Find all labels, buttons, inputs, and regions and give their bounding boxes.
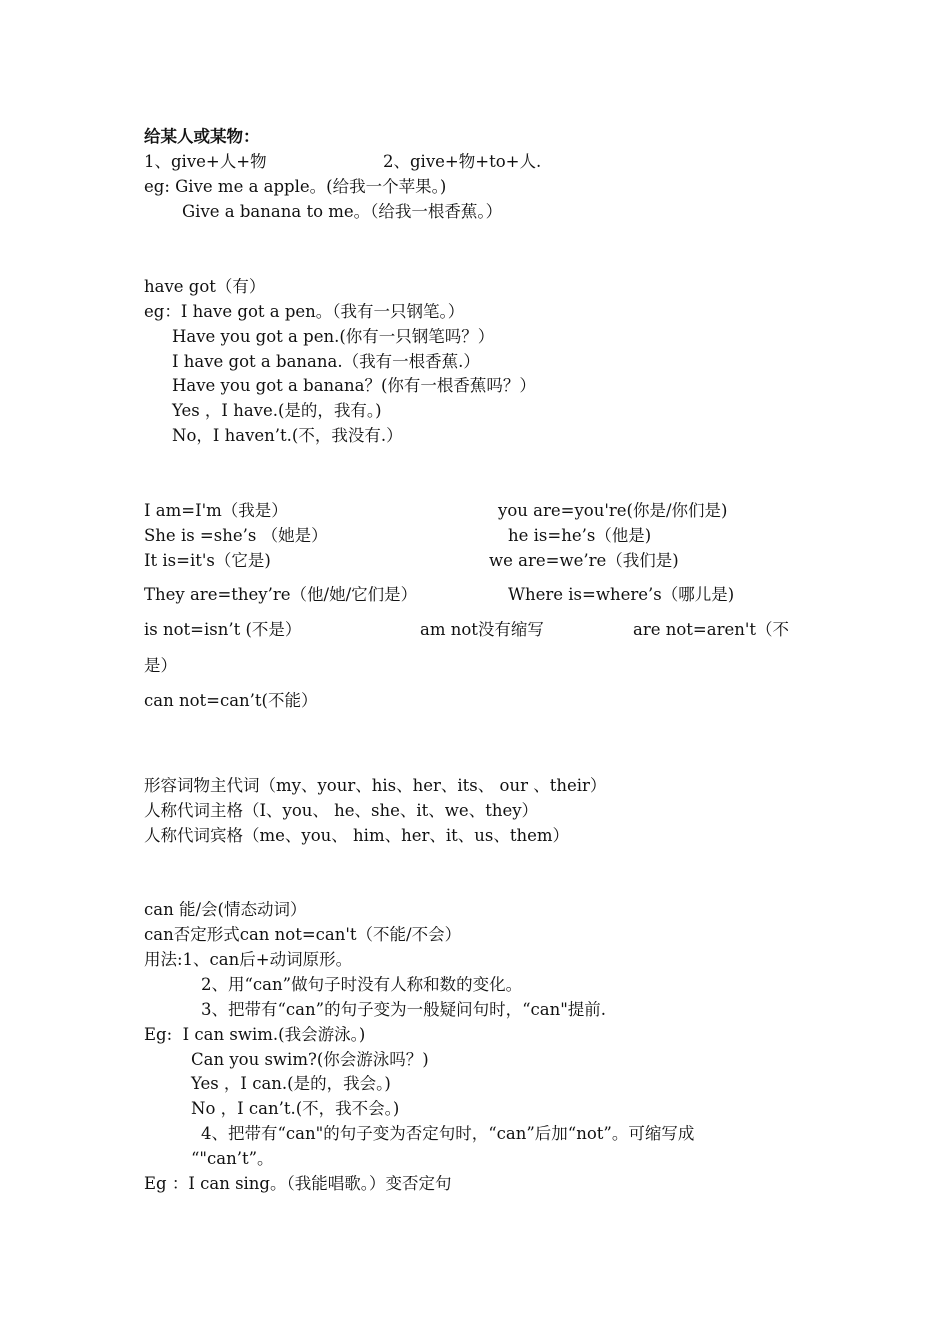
contraction-it-is: It is=it's（它是) xyxy=(144,551,271,570)
can-example-2: Can you swim?(你会游泳吗？) xyxy=(191,1050,429,1069)
have-got-example-3: I have got a banana.（我有一根香蕉.） xyxy=(172,352,480,371)
contraction-they-are: They are=they’re（他/她/它们是） xyxy=(144,585,418,604)
can-usage-2: 2、用“can”做句子时没有人称和数的变化。 xyxy=(201,975,523,994)
give-rule-1: 1、give+人+物 xyxy=(144,152,267,171)
can-negative-form: can否定形式can not=can't（不能/不会） xyxy=(144,925,462,944)
contraction-she-is: She is =she’s （她是） xyxy=(144,526,328,545)
heading-give: 给某人或某物： xyxy=(144,127,260,146)
heading-have-got: have got（有） xyxy=(144,277,266,296)
give-example-1: eg: Give me a apple。(给我一个苹果。) xyxy=(144,177,447,196)
give-rule-2: 2、give+物+to+人. xyxy=(383,152,542,171)
can-example-5: Eg ：I can sing。（我能唱歌。）变否定句 xyxy=(144,1174,452,1193)
contraction-can-not: can not=can’t(不能） xyxy=(144,691,318,710)
can-example-4: No ，I can’t.(不，我不会。) xyxy=(191,1099,400,1118)
have-got-example-4: Have you got a banana？(你有一根香蕉吗？） xyxy=(172,376,536,395)
can-usage-4-continued: “"can’t”。 xyxy=(191,1149,274,1168)
have-got-example-1: eg：I have got a pen。（我有一只钢笔。） xyxy=(144,302,465,321)
contraction-am-not: am not没有缩写 xyxy=(420,620,544,639)
can-usage-4: 4、把带有“can"的句子变为否定句时，“can”后加“not”。可缩写成 xyxy=(201,1124,695,1143)
pronouns-subject: 人称代词主格（I、you、 he、she、it、we、they） xyxy=(144,801,539,820)
contraction-i-am: I am=I'm（我是） xyxy=(144,501,288,520)
heading-can: can 能/会(情态动词） xyxy=(144,900,307,919)
have-got-example-5: Yes ，I have.(是的，我有。) xyxy=(172,401,382,420)
can-usage-3: 3、把带有“can”的句子变为一般疑问句时，“can"提前. xyxy=(201,1000,607,1019)
pronouns-object: 人称代词宾格（me、you、 him、her、it、us、them） xyxy=(144,826,570,845)
can-example-3: Yes ，I can.(是的，我会。) xyxy=(191,1074,391,1093)
contraction-you-are: you are=you're(你是/你们是) xyxy=(498,501,728,520)
contraction-we-are: we are=we’re（我们是) xyxy=(489,551,679,570)
contraction-is-not: is not=isn’t (不是） xyxy=(144,620,302,639)
pronouns-possessive: 形容词物主代词（my、your、his、her、its、 our 、their） xyxy=(144,776,607,795)
can-usage-1: 用法:1、can后+动词原形。 xyxy=(144,950,353,969)
contraction-are-not-continued: 是） xyxy=(144,656,177,675)
contraction-where-is: Where is=where’s（哪儿是) xyxy=(508,585,735,604)
have-got-example-2: Have you got a pen.(你有一只钢笔吗？） xyxy=(172,327,495,346)
have-got-example-6: No，I haven’t.(不，我没有.） xyxy=(172,426,403,445)
contraction-he-is: he is=he’s（他是) xyxy=(508,526,652,545)
give-example-2: Give a banana to me。（给我一根香蕉。） xyxy=(182,202,503,221)
can-example-1: Eg: I can swim.(我会游泳。) xyxy=(144,1025,366,1044)
contraction-are-not: are not=aren't（不 xyxy=(633,620,790,639)
